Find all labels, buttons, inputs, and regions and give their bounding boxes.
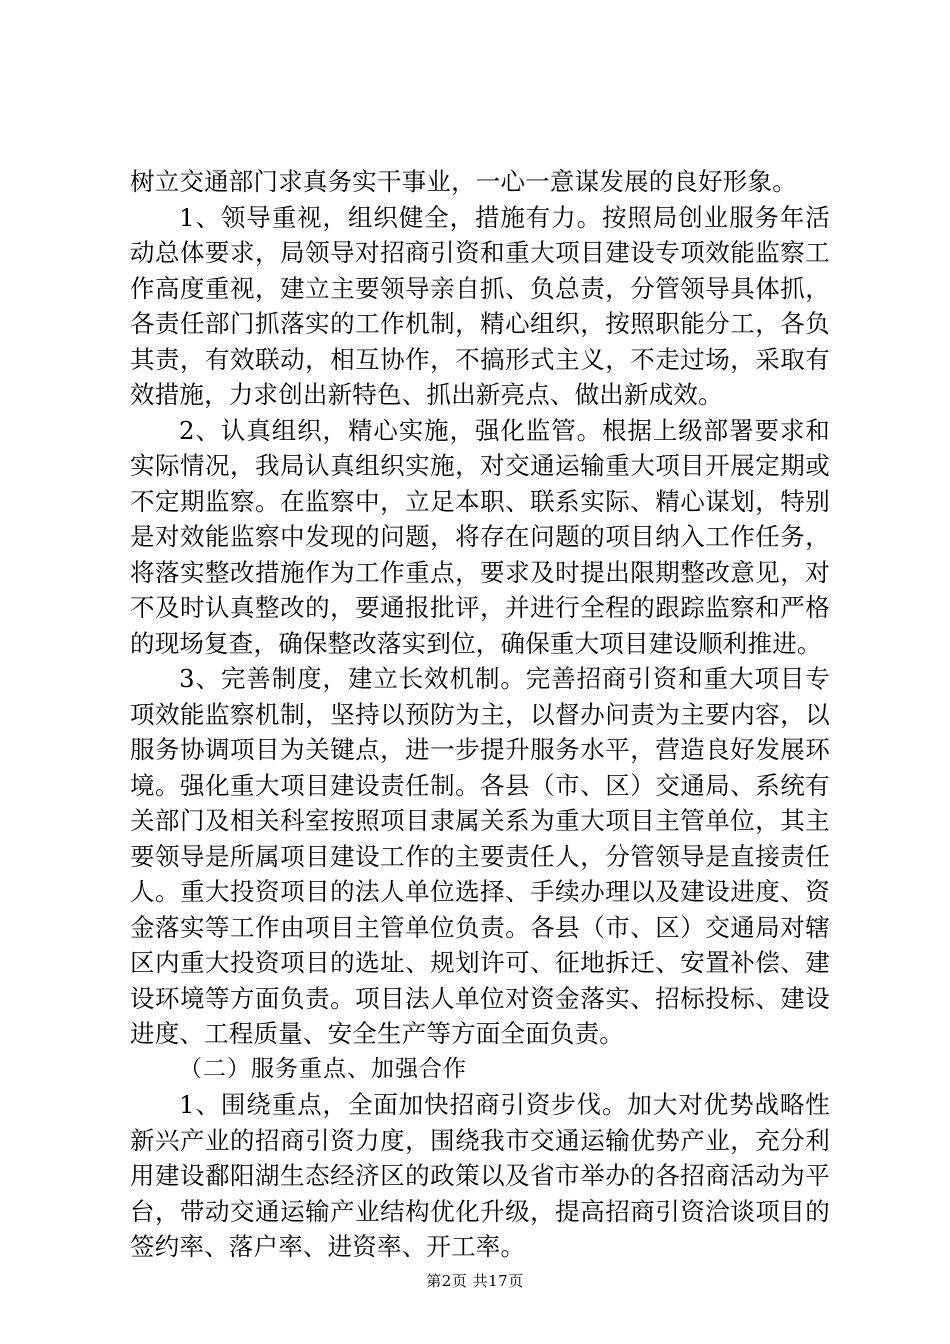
paragraph-section-item-1: 1、围绕重点，全面加快招商引资步伐。加大对优势战略性新兴产业的招商引资力度，围绕我市交通运输优势产业，充分利用建设鄱阳湖生态经济区的政策以及省市举办的各招商活动为平台，带动交通运输产业结构优化升级，提高招商引资洽谈项目的签约率、落户率、进资率、开工率。 xyxy=(130,1090,830,1261)
document-body xyxy=(130,164,830,1265)
paragraph-item-2: 2、认真组织，精心实施，强化监管。根据上级部署要求和实际情况，我局认真组织实施，对交通运输重大项目开展定期或不定期监察。在监察中，立足本职、联系实际、精心谋划，特别是对效能监察中发现的问题，将存在问题的项目纳入工作任务，将落实整改措施作为工作重点，要求及时提出限期整改意见，对不及时认真整改的，要通报批评，并进行全程的跟踪监察和严格的现场复查，确保整改落实到位，确保重大项目建设顺利推进。 xyxy=(130,415,830,658)
page-number-footer: 第2页 共17页 xyxy=(426,1272,524,1290)
paragraph-item-3: 3、完善制度，建立长效机制。完善招商引资和重大项目专项效能监察机制，坚持以预防为主，以督办问责为主要内容，以服务协调项目为关键点，进一步提升服务水平，营造良好发展环境。强化重大项目建设责任制。各县（市、区）交通局、系统有关部门及相关科室按照项目隶属关系为重大项目主管单位，其主要领导是所属项目建设工作的主要责任人，分管领导是直接责任人。重大投资项目的法人单位选择、手续办理以及建设进度、资金落实等工作由项目主管单位负责。各县（市、区）交通局对辖区内重大投资项目的选址、规划许可、征地拆迁、安置补偿、建设环境等方面负责。项目法人单位对资金落实、招标投标、建设进度、工程质量、安全生产等方面全面负责。 xyxy=(130,664,830,1048)
paragraph-continuation: 树立交通部门求真务实干事业，一心一意谋发展的良好形象。 xyxy=(130,167,797,196)
paragraph-item-1: 1、领导重视，组织健全，措施有力。按照局创业服务年活动总体要求，局领导对招商引资和重大项目建设专项效能监察工作高度重视，建立主要领导亲自抓、负总责，分管领导具体抓，各责任部门抓落实的工作机制，精心组织，按照职能分工，各负其责，有效联动，相互协作，不搞形式主义，不走过场，采取有效措施，力求创出新特色、抓出新亮点、做出新成效。 xyxy=(130,202,830,409)
section-heading: （二）服务重点、加强合作 xyxy=(179,1055,467,1082)
